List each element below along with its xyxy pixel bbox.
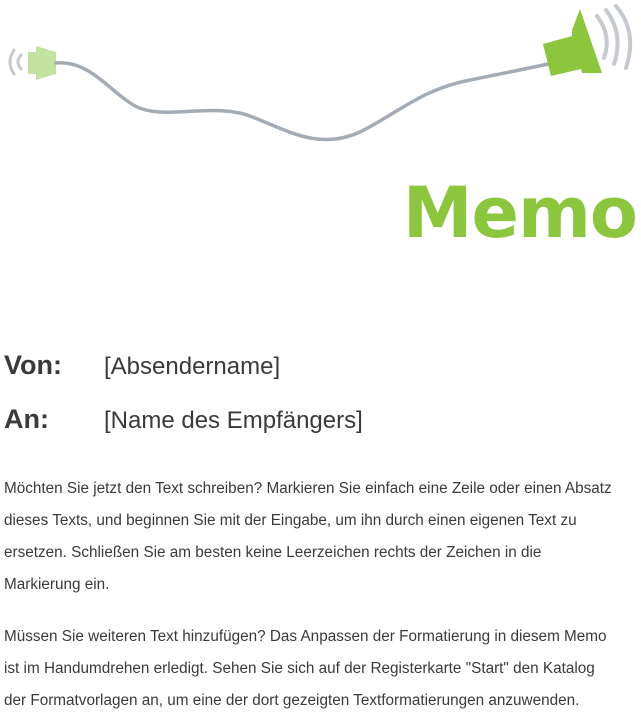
body-paragraph-1[interactable] bbox=[4, 473, 640, 601]
paragraph-line: dieses Texts, und beginnen Sie mit der Eingabe, um ihn durch einen eigenen Text zu bbox=[4, 512, 577, 529]
cable-line bbox=[56, 63, 548, 140]
paragraph-line: ersetzen. Schließen Sie am besten keine Leerzeichen rechts der Zeichen in die bbox=[4, 544, 542, 561]
header-graphic bbox=[0, 0, 641, 170]
paragraph-line: der Formatvorlagen an, um eine der dort gezeigten Textformatierungen anzuwenden. bbox=[4, 692, 580, 709]
to-row bbox=[4, 404, 363, 435]
from-row bbox=[4, 350, 280, 381]
memo-title: Memo bbox=[402, 172, 637, 254]
from-value[interactable]: [Absendername] bbox=[104, 353, 281, 380]
paragraph-line: Markierung ein. bbox=[4, 576, 110, 593]
paragraph-line: Möchten Sie jetzt den Text schreiben? Markieren Sie einfach eine Zeile oder einen Absatz bbox=[4, 480, 612, 497]
to-label: An: bbox=[4, 404, 49, 434]
speaker-small-icon bbox=[10, 46, 56, 80]
paragraph-line: ist im Handumdrehen erledigt. Sehen Sie sich auf der Registerkarte "Start" den Katalog bbox=[4, 660, 595, 677]
to-value[interactable]: [Name des Empfängers] bbox=[104, 407, 363, 434]
paragraph-line: Müssen Sie weiteren Text hinzufügen? Das Anpassen der Formatierung in diesem Memo bbox=[4, 628, 607, 645]
from-label: Von: bbox=[4, 350, 62, 380]
speaker-large-icon bbox=[543, 6, 630, 76]
body-paragraph-2[interactable] bbox=[4, 621, 640, 717]
